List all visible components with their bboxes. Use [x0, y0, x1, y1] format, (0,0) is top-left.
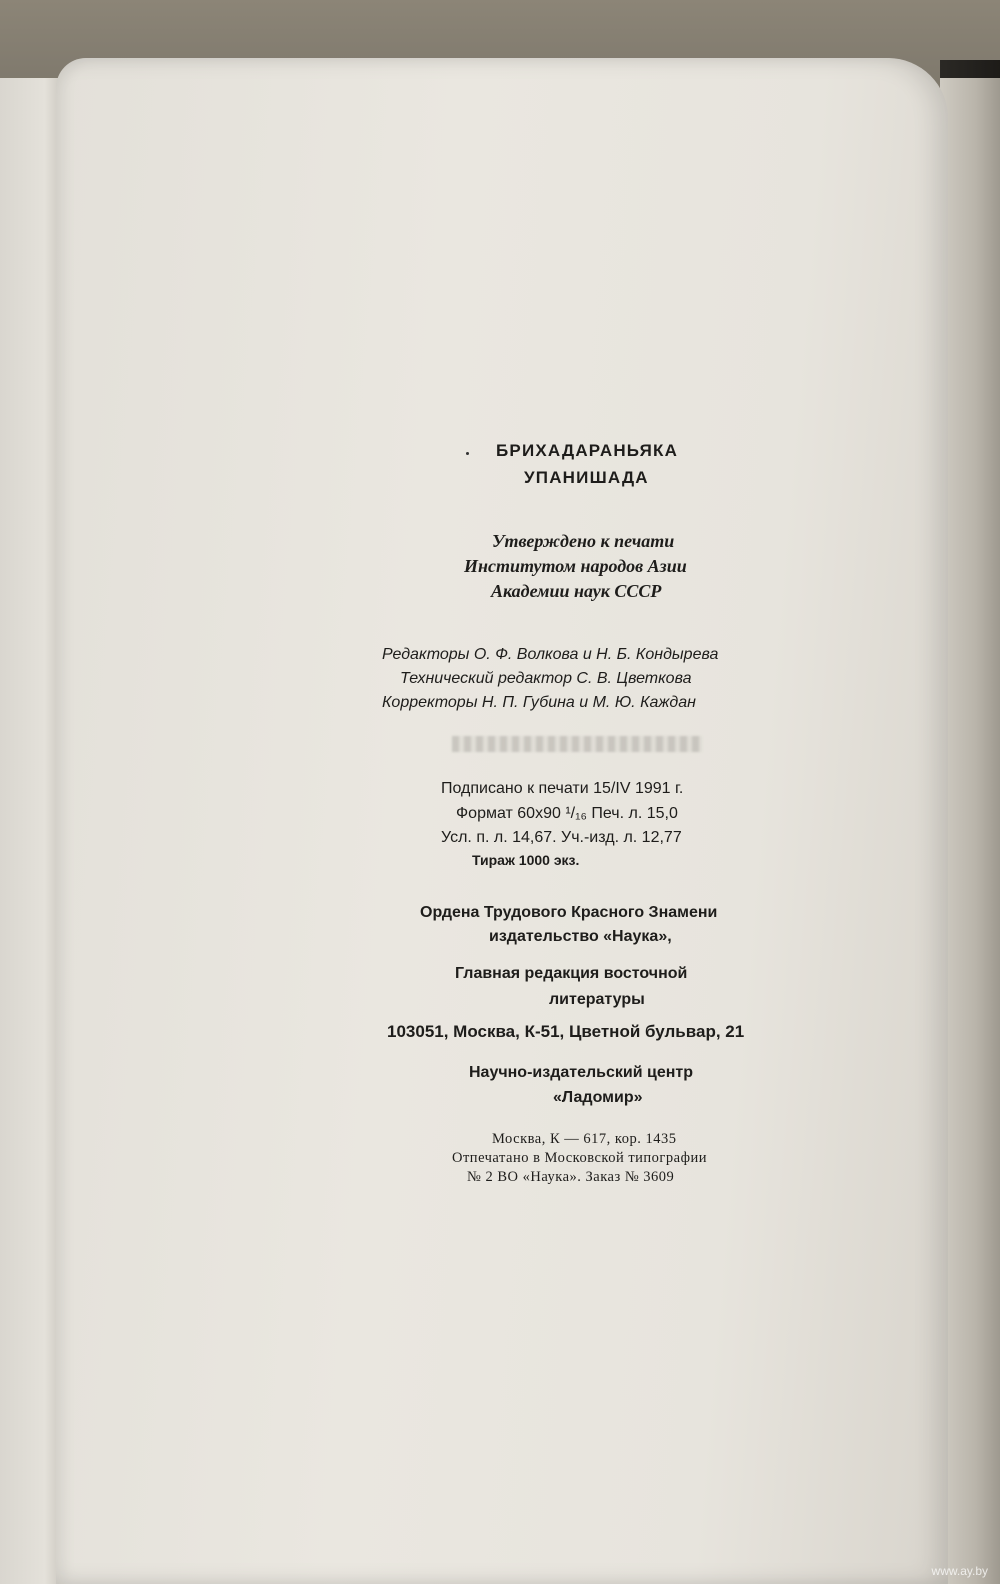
publisher-line-1: Ордена Трудового Красного Знамени — [420, 904, 718, 921]
center-line-2: «Ладомир» — [553, 1089, 643, 1106]
center-line-1: Научно-издательский центр — [469, 1064, 694, 1081]
smudged-print — [452, 736, 702, 752]
approval-line-2: Институтом народов Азии — [464, 556, 687, 576]
signed-for-print: Подписано к печати 15/IV 1991 г. — [441, 780, 684, 797]
approval-line-3: Академии наук СССР — [491, 581, 662, 601]
editors-credit: Редакторы О. Ф. Волкова и Н. Б. Кондырева — [382, 646, 719, 663]
print-run: Тираж 1000 экз. — [472, 852, 580, 868]
print-sheets: Усл. п. л. 14,67. Уч.-изд. л. 12,77 — [441, 829, 682, 846]
watermark: www.ay.by — [931, 1564, 988, 1578]
publisher-line-3: Главная редакция восточной — [455, 965, 688, 982]
facing-page-edge — [940, 78, 1000, 1584]
book-title-line-1: БРИХАДАРАНЬЯКА — [496, 441, 679, 460]
printer-line-1: Москва, К — 617, кор. 1435 — [492, 1131, 677, 1147]
printer-line-2: Отпечатано в Московской типографии — [452, 1150, 707, 1166]
printer-line-3: № 2 ВО «Наука». Заказ № 3609 — [467, 1169, 675, 1185]
book-title-line-2: УПАНИШАДА — [524, 468, 649, 487]
publisher-address: 103051, Москва, К-51, Цветной бульвар, 21 — [387, 1022, 745, 1041]
publisher-line-2: издательство «Наука», — [489, 928, 672, 945]
approval-line-1: Утверждено к печати — [492, 531, 675, 551]
technical-editor-credit: Технический редактор С. В. Цветкова — [400, 670, 692, 687]
publisher-line-4: литературы — [549, 991, 645, 1008]
ink-speck — [466, 452, 469, 455]
proofreaders-credit: Корректоры Н. П. Губина и М. Ю. Каждан — [382, 694, 696, 711]
paper-format: Формат 60х90 ¹/₁₆ Печ. л. 15,0 — [456, 805, 678, 822]
